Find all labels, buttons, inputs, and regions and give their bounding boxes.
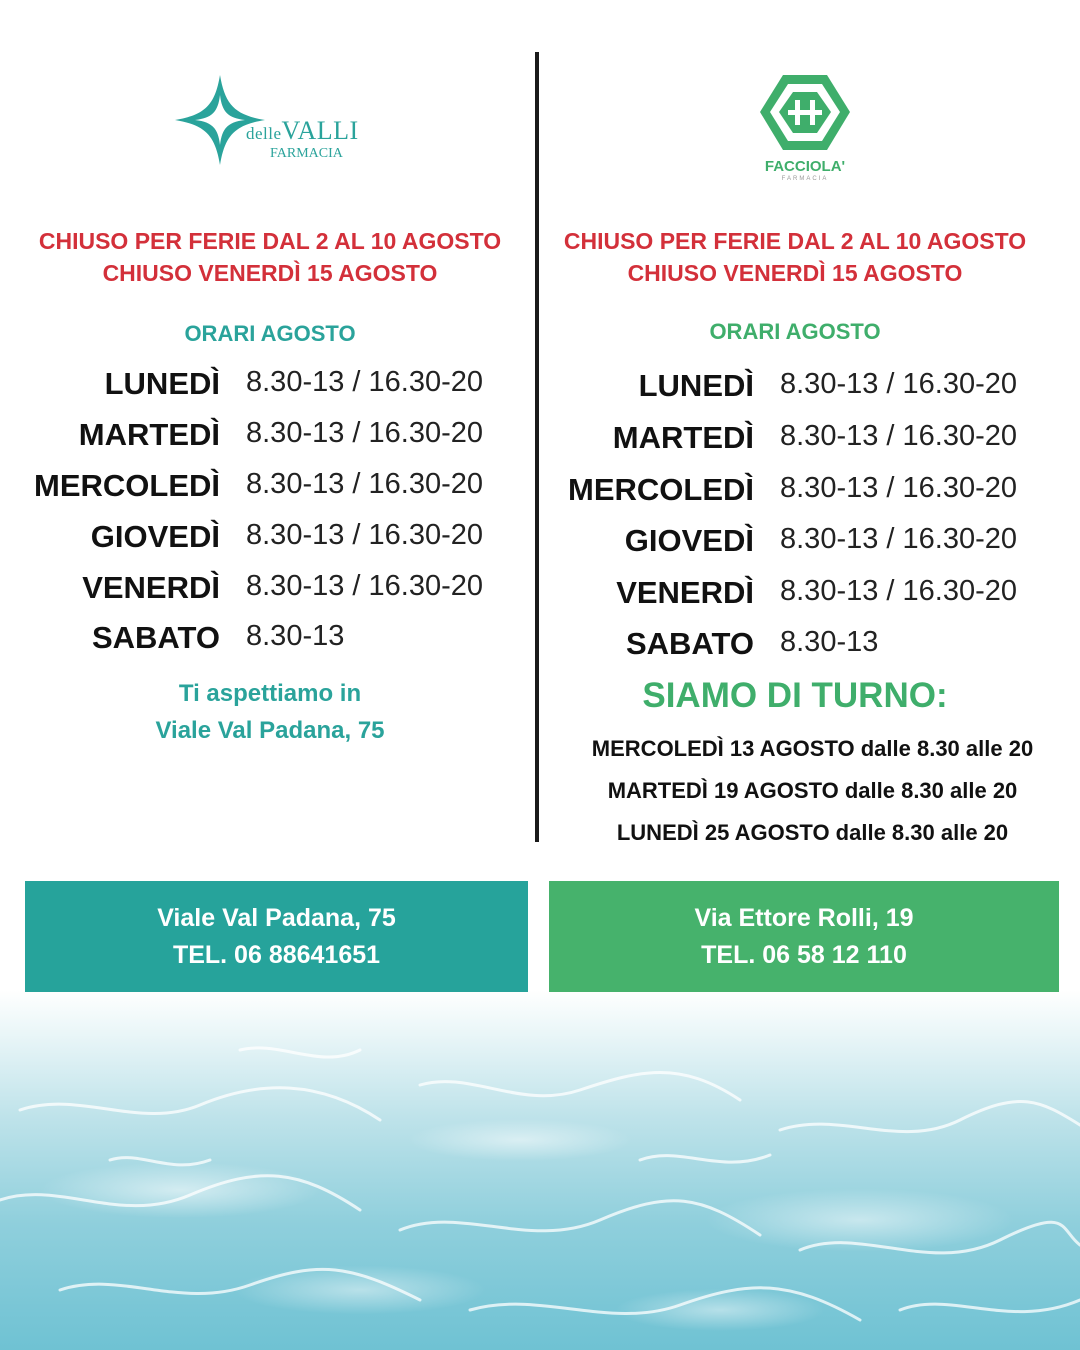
- closure-line: CHIUSO PER FERIE DAL 2 AL 10 AGOSTO: [38, 228, 502, 254]
- logo-brand-text: FACCIOLA': [764, 158, 846, 175]
- day-label: MERCOLEDÌ: [568, 472, 754, 507]
- day-label: SABATO: [625, 626, 754, 661]
- hours-title: ORARI AGOSTO: [184, 321, 356, 346]
- greeting-line: Viale Val Padana, 75: [155, 717, 385, 744]
- logo-brand-small: delle: [246, 124, 282, 143]
- logo-delle-valli: [170, 70, 370, 170]
- day-label: GIOVEDÌ: [90, 519, 220, 554]
- logo-brand-big: VALLI: [281, 116, 359, 145]
- day-label: MARTEDÌ: [78, 417, 220, 452]
- time-label: 8.30-13: [246, 620, 345, 652]
- greeting: [20, 675, 520, 749]
- time-label: 8.30-13 / 16.30-20: [246, 468, 484, 500]
- closure-line: CHIUSO VENERDÌ 15 AGOSTO: [627, 260, 963, 286]
- closure-notice: [545, 225, 1045, 289]
- greeting-line: Ti aspettiamo in: [178, 680, 362, 707]
- day-label: GIOVEDÌ: [624, 523, 754, 558]
- day-label: LUNEDÌ: [104, 366, 220, 401]
- closure-line: CHIUSO VENERDÌ 15 AGOSTO: [102, 260, 438, 286]
- time-label: 8.30-13 / 16.30-20: [246, 519, 484, 551]
- column-divider: [535, 52, 539, 842]
- day-label: LUNEDÌ: [638, 368, 754, 403]
- water-caustics: [0, 990, 1080, 1350]
- closure-notice: [20, 225, 520, 289]
- time-label: 8.30-13 / 16.30-20: [780, 368, 1018, 400]
- contact-box-left: [25, 881, 528, 992]
- logo-brand-sub: FARMACIA: [781, 176, 829, 182]
- contact-address: Via Ettore Rolli, 19: [694, 903, 914, 932]
- contact-phone[interactable]: TEL. 06 88641651: [172, 940, 381, 969]
- time-label: 8.30-13 / 16.30-20: [780, 472, 1018, 504]
- on-duty-date: MERCOLEDÌ 13 AGOSTO dalle 8.30 alle 20: [591, 736, 1034, 761]
- time-label: 8.30-13: [780, 626, 879, 658]
- time-label: 8.30-13 / 16.30-20: [780, 523, 1018, 555]
- on-duty-date: LUNEDÌ 25 AGOSTO dalle 8.30 alle 20: [616, 820, 1009, 845]
- time-label: 8.30-13 / 16.30-20: [780, 420, 1018, 452]
- on-duty-date: MARTEDÌ 19 AGOSTO dalle 8.30 alle 20: [607, 778, 1018, 803]
- contact-phone[interactable]: TEL. 06 58 12 110: [701, 940, 907, 969]
- time-label: 8.30-13 / 16.30-20: [246, 366, 484, 398]
- day-label: MERCOLEDÌ: [34, 468, 220, 503]
- day-label: VENERDÌ: [82, 570, 220, 605]
- day-label: VENERDÌ: [616, 575, 754, 610]
- contact-box-right: [549, 881, 1059, 992]
- logo-facciola: [755, 70, 855, 185]
- pharmacy-hexagon-icon: [755, 70, 855, 160]
- day-label: SABATO: [91, 620, 220, 655]
- time-label: 8.30-13 / 16.30-20: [780, 575, 1018, 607]
- time-label: 8.30-13 / 16.30-20: [246, 417, 484, 449]
- logo-brand-sub: FARMACIA: [270, 146, 343, 161]
- contact-address: Viale Val Padana, 75: [157, 903, 396, 932]
- day-label: MARTEDÌ: [612, 420, 754, 455]
- water-background: [0, 990, 1080, 1350]
- hours-title: ORARI AGOSTO: [709, 319, 881, 344]
- closure-line: CHIUSO PER FERIE DAL 2 AL 10 AGOSTO: [563, 228, 1027, 254]
- logo-brand-text: [246, 116, 359, 146]
- on-duty-title: SIAMO DI TURNO:: [642, 676, 948, 715]
- time-label: 8.30-13 / 16.30-20: [246, 570, 484, 602]
